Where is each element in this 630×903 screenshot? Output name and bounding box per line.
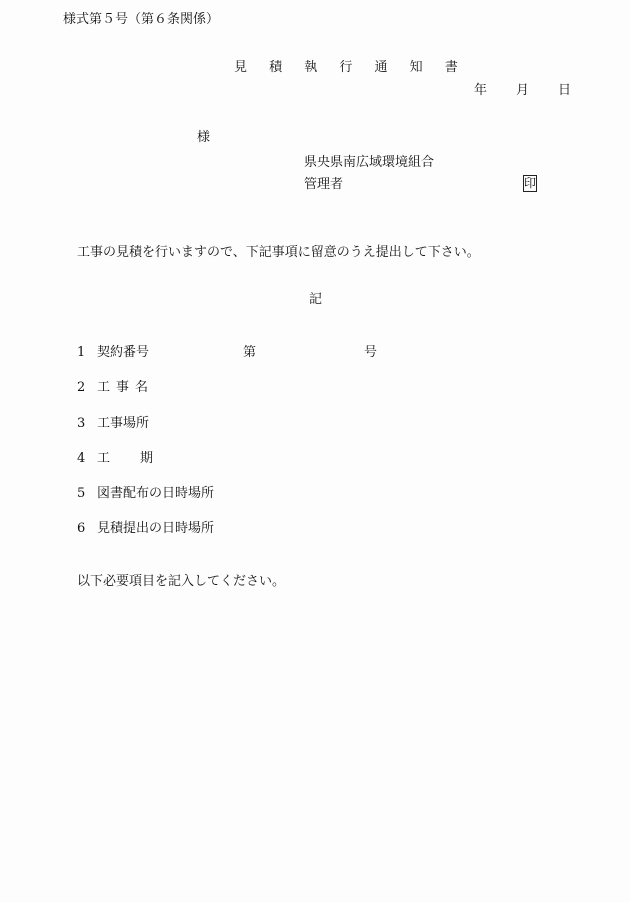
ki-heading: 記 (309, 292, 323, 307)
date-line (474, 84, 571, 97)
seal-mark: 印 (523, 175, 537, 192)
item-label: 契約番号 (97, 345, 150, 360)
closing-text: 以下必要項目を記入してください。 (77, 574, 286, 589)
item-label: 工期 (97, 451, 184, 466)
date-year-label: 年 (474, 83, 488, 98)
contract-no-suffix: 号 (364, 345, 378, 360)
list-item (77, 522, 214, 535)
date-day-label: 日 (558, 83, 572, 98)
sender-title: 管理者 (304, 177, 344, 192)
item-number: 6 (77, 521, 86, 536)
addressee-honorific: 様 (197, 130, 211, 145)
list-item (77, 452, 183, 465)
intro-text: 工事の見積を行いますので、下記事項に留意のうえ提出して下さい。 (77, 245, 480, 260)
list-item (77, 417, 149, 430)
date-month-label: 月 (516, 83, 530, 98)
item-label: 工事場所 (97, 416, 150, 431)
list-item (77, 487, 214, 500)
sender-organization: 県央県南広域環境組合 (304, 155, 435, 170)
item-label: 工事名 (97, 380, 155, 395)
item-number: 3 (77, 416, 86, 431)
item-number: 4 (77, 451, 86, 466)
item-number: 2 (77, 380, 86, 395)
list-item (77, 381, 154, 394)
list-item (77, 346, 149, 359)
item-label: 見積提出の日時場所 (97, 521, 215, 536)
contract-no-prefix: 第 (243, 345, 257, 360)
form-number: 様式第５号（第６条関係） (63, 12, 220, 27)
item-number: 1 (77, 345, 86, 360)
item-label: 図書配布の日時場所 (97, 486, 215, 501)
document-title: 見 積 執 行 通 知 書 (234, 60, 467, 75)
item-number: 5 (77, 486, 86, 501)
